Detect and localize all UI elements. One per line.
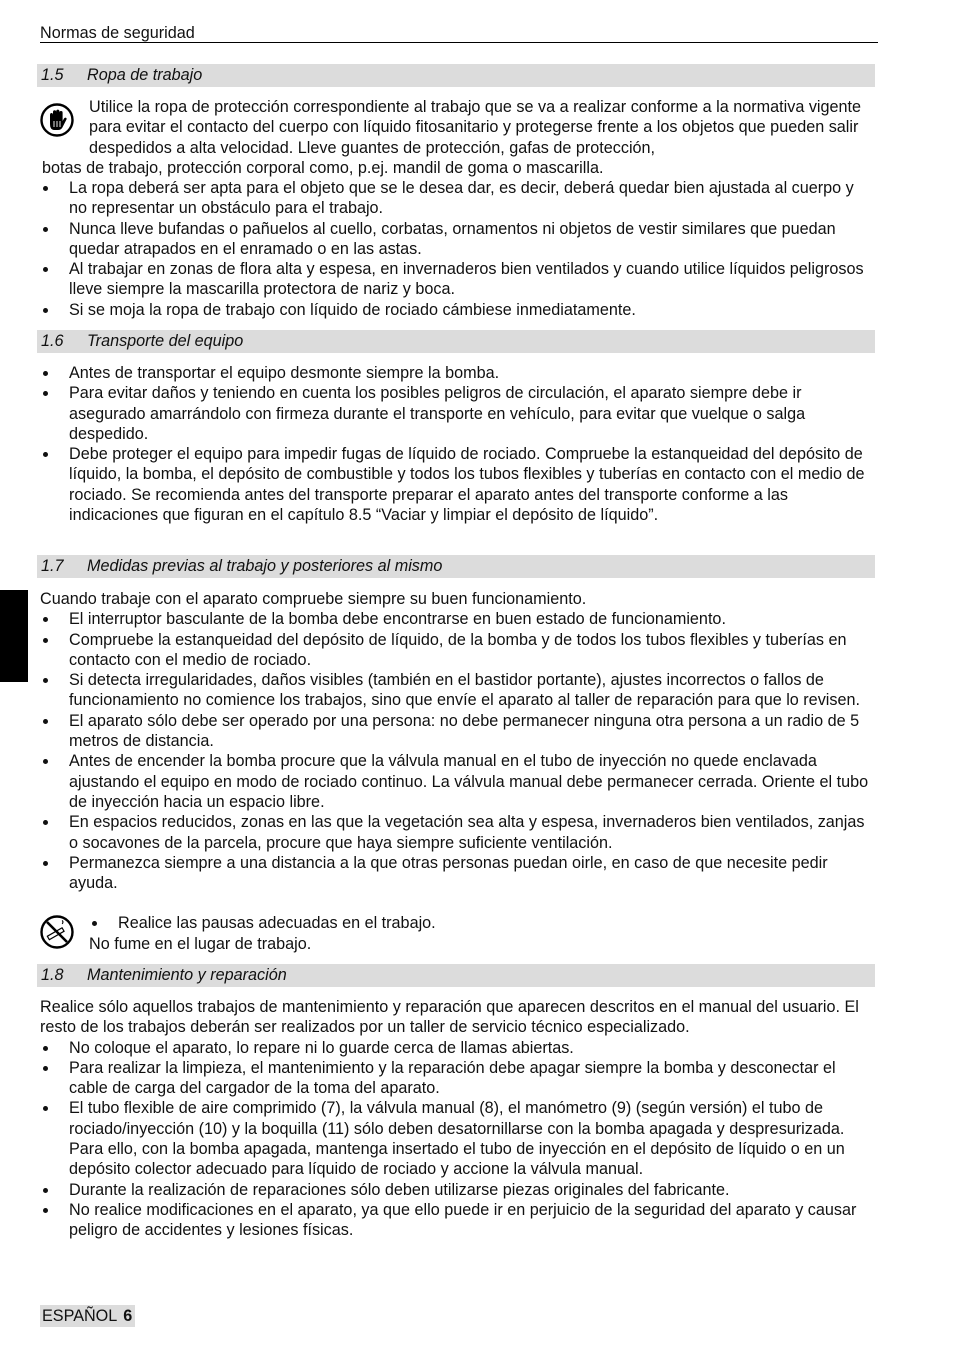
list-item: Para evitar daños y teniendo en cuenta los posibles peligros de circulación, el aparato siempre debe ir asegurado amarrándolo con firmeza durante el transporte en vehículo, para evitar que vuelque o salga despedido.	[40, 383, 876, 444]
section-intro-text	[40, 589, 876, 893]
section-title: Medidas previas al trabajo y posteriores al mismo	[87, 557, 443, 575]
section-title: Transporte del equipo	[87, 332, 244, 350]
section-number: 1.7	[41, 557, 64, 575]
list-item: Si detecta irregularidades, daños visibles (también en el bastidor portante), ajustes incorrectos o fallos de funcionamiento no comience los trabajos, sino que envíe el aparato al taller de reparación para que lo revisen.	[40, 670, 876, 711]
footer-language: ESPAÑOL	[42, 1307, 118, 1325]
list-item: En espacios reducidos, zonas en las que la vegetación sea alta y espesa, invernaderos bien ventilados, zanjas o socavones de la parcela, procure que haya siempre suficiente ventilación.	[40, 812, 876, 853]
section-intro-text: Utilice la ropa de protección correspondiente al trabajo que se va a realizar conforme a la normativa vigente para evitar el contacto del cuerpo con líquido fitosanitario y protegerse frente a los objetos que pueden salir despedidos a alta velocidad. Lleve guantes de protección, gafas de protección,	[89, 98, 862, 157]
list-item: Nunca lleve bufandas o pañuelos al cuello, corbatas, ornamentos ni objetos de vestir similares que puedan quedar atrapados en el enramado o en las astas.	[40, 219, 876, 260]
list-item: Debe proteger el equipo para impedir fugas de líquido de rociado. Compruebe la estanqueidad del depósito de líquido, la bomba, el depósito de combustible y todos los tubos flexibles y tuberías en contacto con el medio de rociado. Se recomienda antes del transporte preparar el aparato antes del transporte conforme a las indicaciones que figuran en el capítulo 8.5 “Vaciar y limpiar el depósito de líquido”.	[40, 444, 876, 525]
running-header: Normas de seguridad	[40, 24, 195, 42]
section-number: 1.6	[41, 332, 64, 350]
list-item: Para realizar la limpieza, el mantenimiento y la reparación debe apagar siempre la bomba y desconectar el cable de carga del cargador de la toma del aparato.	[40, 1058, 876, 1099]
list-item: Permanezca siempre a una distancia a la que otras personas puedan oirle, en caso de que necesite pedir ayuda.	[40, 853, 876, 894]
no-smoking-text: No fume en el lugar de trabajo.	[89, 935, 312, 953]
section-intro-text	[40, 997, 876, 1241]
list-item: El interruptor basculante de la bomba debe encontrarse en buen estado de funcionamiento.	[40, 609, 876, 629]
page-number: 6	[123, 1307, 133, 1325]
intro-paragraph: Realice sólo aquellos trabajos de mantenimiento y reparación que aparecen descritos en el manual del usuario. El resto de los trabajos deberán ser realizados por un taller de servicio técnico especializado.	[40, 998, 859, 1037]
list-item: El aparato sólo debe ser operado por una persona: no debe permanecer ninguna otra persona a un radio de 5 metros de distancia.	[40, 711, 876, 752]
list-item: La ropa deberá ser apta para el objeto que se le desea dar, es decir, deberá quedar bien ajustada al cuerpo y no representar un obstáculo para el trabajo.	[40, 178, 876, 219]
intro-paragraph: Cuando trabaje con el aparato compruebe siempre su buen funcionamiento.	[40, 590, 587, 608]
section-number: 1.8	[41, 966, 64, 984]
language-tab-marker	[0, 590, 28, 682]
list-item: No coloque el aparato, lo repare ni lo guarde cerca de llamas abiertas.	[40, 1038, 876, 1058]
list-item: Antes de encender la bomba procure que la válvula manual en el tubo de inyección no quede enclavada ajustando el equipo en modo de rociado continuo. La válvula manual debe permanecer cerrada. Oriente el tubo de inyección hacia un espacio libre.	[40, 751, 876, 812]
list-item: Si se moja la ropa de trabajo con líquido de rociado cámbiese inmediatamente.	[40, 300, 876, 320]
list-item: Al trabajar en zonas de flora alta y espesa, en invernaderos bien ventilados y cuando utilice líquidos peligrosos lleve siempre la mascarilla protectora de nariz y boca.	[40, 259, 876, 300]
bullet-list	[40, 609, 876, 893]
page-footer	[40, 1305, 135, 1327]
section-heading-1-6	[37, 330, 875, 353]
section-heading-1-7	[37, 555, 875, 578]
section-intro-continuation: botas de trabajo, protección corporal como, p.ej. mandil de goma o mascarilla.	[42, 159, 604, 177]
list-item: Compruebe la estanqueidad del depósito de líquido, de la bomba y de todos los tubos flexibles y tuberías en contacto con el medio de rociado.	[40, 630, 876, 671]
section-title: Ropa de trabajo	[87, 66, 203, 84]
header-rule	[40, 42, 878, 43]
no-smoking-icon	[40, 915, 74, 949]
bullet-list	[89, 913, 875, 933]
section-heading-1-5	[37, 64, 875, 87]
bullet-list	[40, 178, 876, 320]
list-item: No realice modificaciones en el aparato, ya que ello puede ir en perjuicio de la seguridad del aparato y causar peligro de accidentes y lesiones físicas.	[40, 1200, 876, 1241]
section-title: Mantenimiento y reparación	[87, 966, 287, 984]
bullet-list	[40, 363, 876, 525]
section-heading-1-8	[37, 964, 875, 987]
list-item: El tubo flexible de aire comprimido (7), la válvula manual (8), el manómetro (9) (según versión) el tubo de rociado/inyección (10) y la boquilla (11) sólo deben desatornillarse con la bomba apagada y despresurizada. Para ello, con la bomba apagada, mantenga insertado el tubo de inyección en el depósito de líquido o en un depósito colector adecuado para líquido de rociado y accione la válvula manual.	[40, 1098, 876, 1179]
list-item: Durante la realización de reparaciones sólo deben utilizarse piezas originales del fabricante.	[40, 1180, 876, 1200]
list-item: Realice las pausas adecuadas en el trabajo.	[89, 913, 875, 933]
list-item: Antes de transportar el equipo desmonte siempre la bomba.	[40, 363, 876, 383]
section-number: 1.5	[41, 66, 64, 84]
gloves-icon	[40, 103, 74, 137]
bullet-list	[40, 1038, 876, 1241]
